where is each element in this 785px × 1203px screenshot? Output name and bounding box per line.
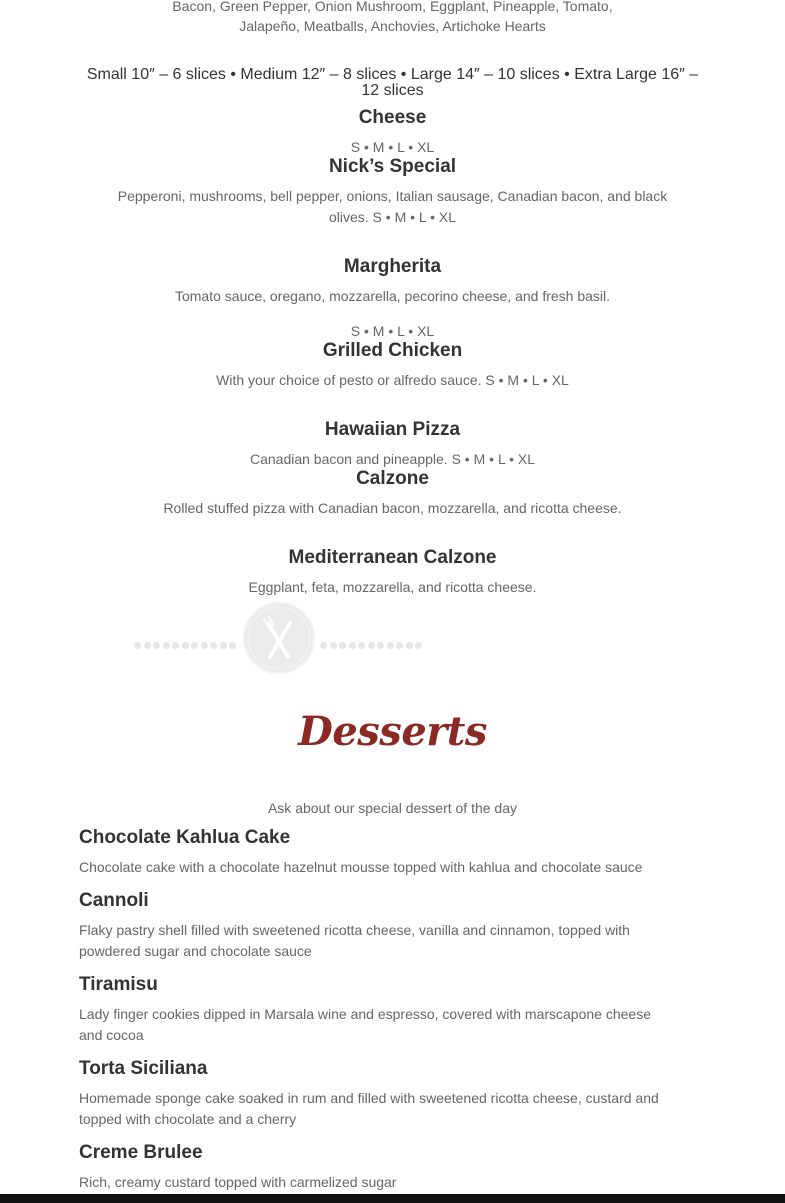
desserts-subtitle: Ask about our special dessert of the day: [267, 800, 518, 816]
dessert-title-torta-siciliana: Torta Siciliana: [79, 1058, 208, 1079]
pizza-title-grilled-chicken: Grilled Chicken: [322, 340, 463, 361]
toppings-line-1: Bacon, Green Pepper, Onion Mushroom, Eggplant, Pineapple, Tomato,: [172, 0, 613, 14]
divider-dots-right: [320, 636, 425, 644]
dessert-desc-creme-brulee: Rich, creamy custard topped with carmelized sugar: [79, 1174, 397, 1190]
dessert-title-cannoli: Cannoli: [79, 890, 149, 911]
pizza-sizes-cheese: S • M • L • XL: [350, 139, 435, 155]
dessert-desc-chocolate-kahlua-cake: Chocolate cake with a chocolate hazelnut mousse topped with kahlua and chocolate sauce: [79, 859, 643, 875]
pizza-title-margherita: Margherita: [343, 256, 442, 277]
pizza-title-hawaiian: Hawaiian Pizza: [324, 419, 461, 440]
dessert-desc-torta-siciliana-1: Homemade sponge cake soaked in rum and filled with sweetened ricotta cheese, custard and: [79, 1090, 659, 1106]
pizza-desc-calzone: Rolled stuffed pizza with Canadian bacon, mozzarella, and ricotta cheese.: [163, 500, 622, 516]
pizza-sizes-margherita: S • M • L • XL: [350, 323, 435, 339]
dessert-title-tiramisu: Tiramisu: [79, 974, 158, 995]
pizza-desc-hawaiian: Canadian bacon and pineapple. S • M • L • XL: [249, 451, 536, 467]
pizza-title-calzone: Calzone: [356, 468, 429, 489]
pizza-desc-nicks-special-1: Pepperoni, mushrooms, bell pepper, onions, Italian sausage, Canadian bacon, and black: [117, 188, 668, 204]
fork-knife-icon: [242, 601, 316, 675]
pizza-desc-margherita: Tomato sauce, oregano, mozzarella, pecorino cheese, and fresh basil.: [174, 288, 611, 304]
dessert-desc-cannoli-2: powdered sugar and chocolate sauce: [79, 943, 312, 959]
pizza-title-mediterranean-calzone: Mediterranean Calzone: [288, 547, 497, 568]
sizes-line-2: 12 slices: [361, 82, 424, 99]
desserts-heading: Desserts: [298, 708, 487, 755]
dessert-title-creme-brulee: Creme Brulee: [79, 1142, 203, 1163]
dessert-desc-cannoli-1: Flaky pastry shell filled with sweetened ricotta cheese, vanilla and cinnamon, topped with: [79, 922, 630, 938]
pizza-desc-mediterranean-calzone: Eggplant, feta, mozzarella, and ricotta cheese.: [248, 579, 537, 595]
dessert-desc-tiramisu-2: and cocoa: [79, 1027, 144, 1043]
section-divider: [130, 601, 430, 675]
sizes-line-1: Small 10″ – 6 slices • Medium 12″ – 8 slices • Large 14″ – 10 slices • Extra Large 16″ –: [86, 66, 699, 83]
pizza-title-nicks-special: Nick’s Special: [328, 156, 457, 177]
toppings-line-2: Jalapeño, Meatballs, Anchovies, Artichoke Hearts: [239, 18, 546, 34]
dessert-desc-tiramisu-1: Lady finger cookies dipped in Marsala wine and espresso, covered with marscapone cheese: [79, 1006, 651, 1022]
pizza-desc-grilled-chicken: With your choice of pesto or alfredo sauce. S • M • L • XL: [216, 372, 569, 388]
pizza-desc-nicks-special-2: olives. S • M • L • XL: [328, 209, 456, 225]
dessert-desc-torta-siciliana-2: topped with chocolate and a cherry: [79, 1111, 297, 1127]
page-footer-bar: [0, 1194, 785, 1203]
pizza-title-cheese: Cheese: [358, 107, 427, 128]
divider-dots-left: [134, 636, 239, 644]
dessert-title-chocolate-kahlua-cake: Chocolate Kahlua Cake: [79, 827, 291, 848]
